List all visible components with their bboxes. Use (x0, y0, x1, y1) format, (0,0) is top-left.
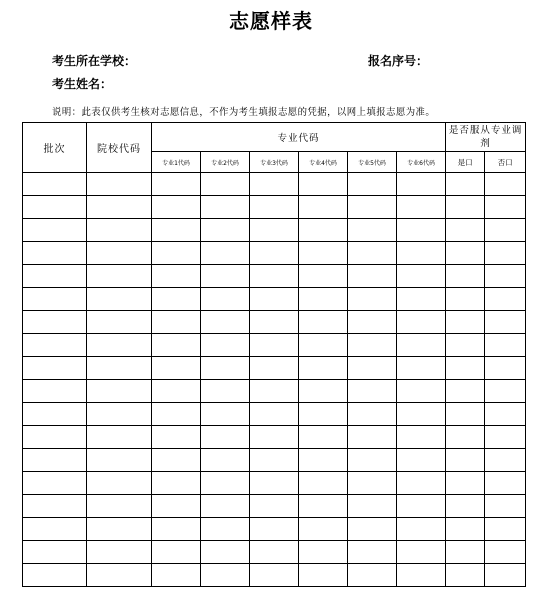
table-row (23, 311, 526, 334)
major-2-code-cell[interactable] (201, 242, 250, 265)
major-1-code-cell[interactable] (152, 403, 201, 426)
major-6-code-cell[interactable] (397, 403, 446, 426)
major-5-code-header: 专业5代码 (348, 152, 397, 173)
major-3-code-cell[interactable] (250, 449, 299, 472)
adjust-yes-option[interactable]: 是口 (446, 152, 485, 173)
major-6-code-cell[interactable] (397, 541, 446, 564)
major-2-code-cell[interactable] (201, 219, 250, 242)
major-2-code-cell[interactable] (201, 495, 250, 518)
major-1-code-cell[interactable] (152, 472, 201, 495)
major-3-code-cell[interactable] (250, 357, 299, 380)
major-6-code-cell[interactable] (397, 288, 446, 311)
major-4-code-cell[interactable] (299, 219, 348, 242)
adjust-yes-cell[interactable] (446, 357, 485, 380)
adjust-no-cell[interactable] (485, 426, 526, 449)
table-body (23, 173, 526, 587)
major-5-code-cell[interactable] (348, 311, 397, 334)
major-3-code-cell[interactable] (250, 564, 299, 587)
major-4-code-cell[interactable] (299, 288, 348, 311)
major-4-code-cell[interactable] (299, 311, 348, 334)
table-row (23, 495, 526, 518)
batch-cell[interactable] (23, 380, 87, 403)
major-6-code-cell[interactable] (397, 449, 446, 472)
batch-cell[interactable] (23, 311, 87, 334)
major-2-code-header: 专业2代码 (201, 152, 250, 173)
batch-cell[interactable] (23, 265, 87, 288)
major-2-code-cell[interactable] (201, 173, 250, 196)
school-code-cell[interactable] (87, 541, 152, 564)
major-4-code-cell[interactable] (299, 357, 348, 380)
major-3-code-cell[interactable] (250, 518, 299, 541)
adjust-no-cell[interactable] (485, 472, 526, 495)
batch-cell[interactable] (23, 196, 87, 219)
major-4-code-cell[interactable] (299, 334, 348, 357)
major-6-code-cell[interactable] (397, 219, 446, 242)
major-6-code-cell[interactable] (397, 196, 446, 219)
major-1-code-cell[interactable] (152, 173, 201, 196)
major-5-code-cell[interactable] (348, 495, 397, 518)
major-6-code-cell[interactable] (397, 357, 446, 380)
major-2-code-cell[interactable] (201, 449, 250, 472)
adjust-yes-cell[interactable] (446, 242, 485, 265)
major-5-code-cell[interactable] (348, 518, 397, 541)
adjust-yes-cell[interactable] (446, 219, 485, 242)
table-row (23, 403, 526, 426)
major-3-code-cell[interactable] (250, 196, 299, 219)
table-row (23, 242, 526, 265)
major-3-code-cell[interactable] (250, 472, 299, 495)
school-code-cell[interactable] (87, 265, 152, 288)
adjust-yes-cell[interactable] (446, 311, 485, 334)
major-1-code-cell[interactable] (152, 495, 201, 518)
school-code-cell[interactable] (87, 311, 152, 334)
batch-cell[interactable] (23, 449, 87, 472)
adjust-no-cell[interactable] (485, 311, 526, 334)
major-2-code-cell[interactable] (201, 426, 250, 449)
major-5-code-cell[interactable] (348, 472, 397, 495)
student-name-label: 考生姓名： (52, 77, 113, 91)
major-5-code-cell[interactable] (348, 357, 397, 380)
major-5-code-cell[interactable] (348, 403, 397, 426)
school-code-cell[interactable] (87, 426, 152, 449)
major-1-code-cell[interactable] (152, 196, 201, 219)
major-4-code-cell[interactable] (299, 242, 348, 265)
major-2-code-cell[interactable] (201, 265, 250, 288)
major-5-code-cell[interactable] (348, 380, 397, 403)
major-5-code-cell[interactable] (348, 564, 397, 587)
batch-cell[interactable] (23, 541, 87, 564)
table-row (23, 426, 526, 449)
batch-cell[interactable] (23, 518, 87, 541)
table-row (23, 541, 526, 564)
major-1-code-cell[interactable] (152, 334, 201, 357)
table-row (23, 449, 526, 472)
batch-cell[interactable] (23, 242, 87, 265)
major-3-code-cell[interactable] (250, 242, 299, 265)
school-code-cell[interactable] (87, 357, 152, 380)
major-6-code-cell[interactable] (397, 242, 446, 265)
major-6-code-cell[interactable] (397, 311, 446, 334)
major-6-code-cell[interactable] (397, 265, 446, 288)
major-5-code-cell[interactable] (348, 265, 397, 288)
major-1-code-cell[interactable] (152, 449, 201, 472)
major-6-code-cell[interactable] (397, 173, 446, 196)
table-row (23, 518, 526, 541)
adjust-yes-cell[interactable] (446, 495, 485, 518)
batch-cell[interactable] (23, 334, 87, 357)
school-code-header: 院校代码 (87, 123, 152, 173)
school-code-cell[interactable] (87, 472, 152, 495)
school-code-cell[interactable] (87, 288, 152, 311)
adjust-no-cell[interactable] (485, 196, 526, 219)
major-6-code-header: 专业6代码 (397, 152, 446, 173)
major-2-code-cell[interactable] (201, 288, 250, 311)
table-row (23, 196, 526, 219)
school-code-cell[interactable] (87, 403, 152, 426)
adjust-yes-cell[interactable] (446, 426, 485, 449)
school-code-cell[interactable] (87, 173, 152, 196)
instruction-note: 说明：此表仅供考生核对志愿信息，不作为考生填报志愿的凭据，以网上填报志愿为准。 (52, 107, 436, 118)
adjust-yes-cell[interactable] (446, 334, 485, 357)
table-row (23, 334, 526, 357)
major-5-code-cell[interactable] (348, 541, 397, 564)
major-4-code-header: 专业4代码 (299, 152, 348, 173)
major-4-code-cell[interactable] (299, 518, 348, 541)
school-code-cell[interactable] (87, 219, 152, 242)
table-row (23, 288, 526, 311)
major-3-code-cell[interactable] (250, 334, 299, 357)
major-1-code-cell[interactable] (152, 219, 201, 242)
batch-cell[interactable] (23, 495, 87, 518)
batch-cell[interactable] (23, 403, 87, 426)
major-2-code-cell[interactable] (201, 518, 250, 541)
major-2-code-cell[interactable] (201, 541, 250, 564)
major-5-code-cell[interactable] (348, 173, 397, 196)
table-row (23, 472, 526, 495)
adjust-no-cell[interactable] (485, 564, 526, 587)
major-1-code-cell[interactable] (152, 380, 201, 403)
table-row (23, 219, 526, 242)
major-5-code-cell[interactable] (348, 242, 397, 265)
batch-cell[interactable] (23, 564, 87, 587)
school-code-cell[interactable] (87, 242, 152, 265)
school-label: 考生所在学校： (52, 54, 137, 68)
adjust-no-cell[interactable] (485, 265, 526, 288)
major-5-code-cell[interactable] (348, 449, 397, 472)
adjust-yes-cell[interactable] (446, 449, 485, 472)
major-1-code-cell[interactable] (152, 541, 201, 564)
major-1-code-cell[interactable] (152, 564, 201, 587)
major-3-code-header: 专业3代码 (250, 152, 299, 173)
major-4-code-cell[interactable] (299, 449, 348, 472)
adjust-yes-cell[interactable] (446, 472, 485, 495)
major-5-code-cell[interactable] (348, 219, 397, 242)
adjust-yes-cell[interactable] (446, 518, 485, 541)
major-6-code-cell[interactable] (397, 426, 446, 449)
school-code-cell[interactable] (87, 196, 152, 219)
major-2-code-cell[interactable] (201, 564, 250, 587)
adjust-no-cell[interactable] (485, 173, 526, 196)
adjust-no-cell[interactable] (485, 449, 526, 472)
major-6-code-cell[interactable] (397, 334, 446, 357)
batch-cell[interactable] (23, 472, 87, 495)
table-row (23, 173, 526, 196)
school-code-cell[interactable] (87, 495, 152, 518)
batch-cell[interactable] (23, 219, 87, 242)
major-4-code-cell[interactable] (299, 380, 348, 403)
major-6-code-cell[interactable] (397, 495, 446, 518)
major-4-code-cell[interactable] (299, 426, 348, 449)
major-2-code-cell[interactable] (201, 357, 250, 380)
major-6-code-cell[interactable] (397, 564, 446, 587)
adjust-no-cell[interactable] (485, 219, 526, 242)
major-1-code-cell[interactable] (152, 265, 201, 288)
major-2-code-cell[interactable] (201, 334, 250, 357)
adjust-no-cell[interactable] (485, 495, 526, 518)
adjust-no-cell[interactable] (485, 288, 526, 311)
adjust-yes-cell[interactable] (446, 265, 485, 288)
adjust-yes-cell[interactable] (446, 196, 485, 219)
major-4-code-cell[interactable] (299, 472, 348, 495)
major-4-code-cell[interactable] (299, 196, 348, 219)
major-2-code-cell[interactable] (201, 380, 250, 403)
major-5-code-cell[interactable] (348, 426, 397, 449)
major-1-code-cell[interactable] (152, 357, 201, 380)
major-4-code-cell[interactable] (299, 403, 348, 426)
batch-header: 批次 (23, 123, 87, 173)
major-4-code-cell[interactable] (299, 541, 348, 564)
major-1-code-cell[interactable] (152, 311, 201, 334)
major-2-code-cell[interactable] (201, 472, 250, 495)
major-1-code-cell[interactable] (152, 242, 201, 265)
major-3-code-cell[interactable] (250, 219, 299, 242)
major-5-code-cell[interactable] (348, 288, 397, 311)
major-2-code-cell[interactable] (201, 196, 250, 219)
major-1-code-header: 专业1代码 (152, 152, 201, 173)
form-title: 志愿样表 (229, 9, 313, 33)
school-code-cell[interactable] (87, 449, 152, 472)
major-3-code-cell[interactable] (250, 173, 299, 196)
adjust-yes-cell[interactable] (446, 288, 485, 311)
adjust-yes-cell[interactable] (446, 380, 485, 403)
major-code-header: 专业代码 (152, 123, 446, 152)
application-table (22, 122, 526, 587)
accept-adjustment-header: 是否服从专业调剂 (446, 123, 526, 152)
batch-cell[interactable] (23, 288, 87, 311)
registration-number-label: 报名序号： (368, 54, 429, 68)
table-row (23, 357, 526, 380)
major-5-code-cell[interactable] (348, 334, 397, 357)
major-3-code-cell[interactable] (250, 541, 299, 564)
major-6-code-cell[interactable] (397, 472, 446, 495)
batch-cell[interactable] (23, 173, 87, 196)
table-row (23, 564, 526, 587)
major-3-code-cell[interactable] (250, 495, 299, 518)
major-4-code-cell[interactable] (299, 495, 348, 518)
major-3-code-cell[interactable] (250, 265, 299, 288)
major-2-code-cell[interactable] (201, 403, 250, 426)
major-4-code-cell[interactable] (299, 564, 348, 587)
major-3-code-cell[interactable] (250, 403, 299, 426)
adjust-no-option[interactable]: 否口 (485, 152, 526, 173)
adjust-yes-cell[interactable] (446, 403, 485, 426)
table-row (23, 265, 526, 288)
major-1-code-cell[interactable] (152, 288, 201, 311)
major-4-code-cell[interactable] (299, 265, 348, 288)
major-6-code-cell[interactable] (397, 380, 446, 403)
adjust-no-cell[interactable] (485, 357, 526, 380)
adjust-no-cell[interactable] (485, 541, 526, 564)
school-code-cell[interactable] (87, 334, 152, 357)
major-1-code-cell[interactable] (152, 426, 201, 449)
adjust-no-cell[interactable] (485, 242, 526, 265)
major-3-code-cell[interactable] (250, 311, 299, 334)
major-1-code-cell[interactable] (152, 518, 201, 541)
major-6-code-cell[interactable] (397, 518, 446, 541)
school-code-cell[interactable] (87, 564, 152, 587)
major-4-code-cell[interactable] (299, 173, 348, 196)
major-2-code-cell[interactable] (201, 311, 250, 334)
batch-cell[interactable] (23, 426, 87, 449)
adjust-yes-cell[interactable] (446, 173, 485, 196)
major-3-code-cell[interactable] (250, 426, 299, 449)
adjust-no-cell[interactable] (485, 518, 526, 541)
major-5-code-cell[interactable] (348, 196, 397, 219)
major-3-code-cell[interactable] (250, 380, 299, 403)
batch-cell[interactable] (23, 357, 87, 380)
adjust-no-cell[interactable] (485, 334, 526, 357)
school-code-cell[interactable] (87, 380, 152, 403)
major-3-code-cell[interactable] (250, 288, 299, 311)
adjust-yes-cell[interactable] (446, 541, 485, 564)
adjust-yes-cell[interactable] (446, 564, 485, 587)
school-code-cell[interactable] (87, 518, 152, 541)
adjust-no-cell[interactable] (485, 403, 526, 426)
table-row (23, 380, 526, 403)
adjust-no-cell[interactable] (485, 380, 526, 403)
